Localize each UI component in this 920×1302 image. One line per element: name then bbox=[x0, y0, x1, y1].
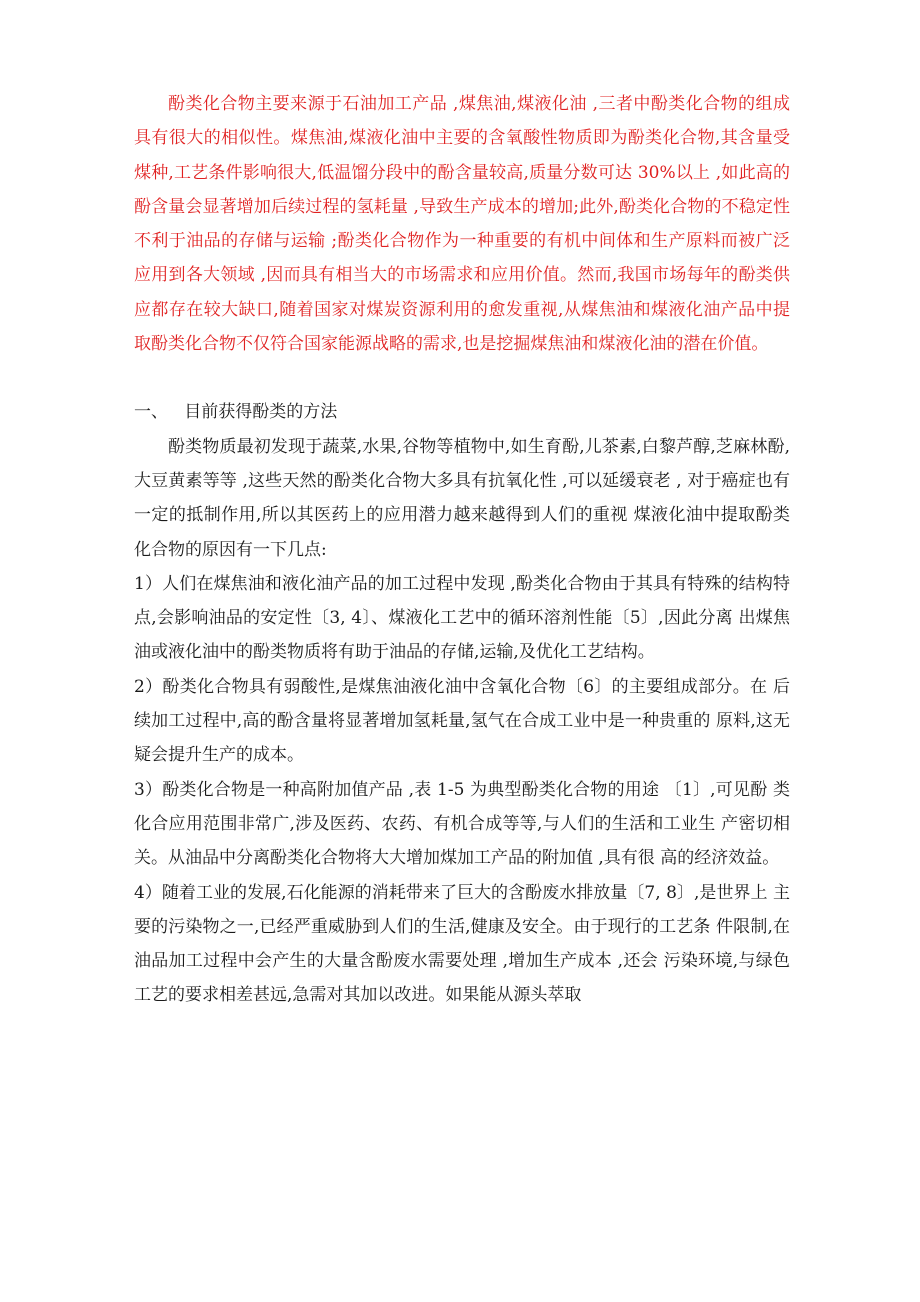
point-1: 1）人们在煤焦油和液化油产品的加工过程中发现 ,酚类化合物由于其具有特殊的结构特点,会影响油品的安定性〔3, 4〕、煤液化工艺中的循环溶剂性能〔5〕,因此分离 出煤焦油或液化油中的酚类物质将有助于油品的存储,运输,及优化工艺结构。 bbox=[134, 573, 790, 663]
point-2: 2）酚类化合物具有弱酸性,是煤焦油液化油中含氧化合物〔6〕的主要组成部分。在 后续加工过程中,高的酚含量将显著增加氢耗量,氢气在合成工业中是一种贵重的 原料,这无疑会提升生产的成本。 bbox=[134, 676, 790, 766]
intro-paragraph: 酚类化合物主要来源于石油加工产品 ,煤焦油,煤液化油 ,三者中酚类化合物的组成具有很大的相似性。煤焦油,煤液化油中主要的含氧酸性物质即为酚类化合物,其含量受煤种,工艺条件影响很大,低温馏分段中的酚含量较高,质量分数可达 30%以上 ,如此高的酚含量会显著增加后续过程的氢耗量 ,导致生产成本的增加;此外,酚类化合物的不稳定性不利于油品的存储与运输 ;酚类化合物作为一种重要的有机中间体和生产原料而被广泛应用到各大领域 ,因而具有相当大的市场需求和应用价值。然而,我国市场每年的酚类供应都存在较大缺口,随着国家对煤炭资源利用的愈发重视,从煤焦油和煤液化油产品中提取酚类化合物不仅符合国家能源战略的需求,也是挖掘煤焦油和煤液化油的潜在价值。 bbox=[134, 94, 790, 355]
point-4: 4）随着工业的发展,石化能源的消耗带来了巨大的含酚废水排放量〔7, 8〕,是世界上 主要的污染物之一,已经严重威胁到人们的生活,健康及安全。由于现行的工艺条 件限制,在油品加工过程中会产生的大量含酚废水需要处理 ,增加生产成本 ,还会 污染环境,与绿色工艺的要求相差甚远,急需对其加以改进。如果能从源头萃取 bbox=[134, 882, 790, 1006]
document-body bbox=[134, 87, 790, 1013]
section-paragraph: 酚类物质最初发现于蔬菜,水果,谷物等植物中,如生育酚,儿茶素,白黎芦醇,芝麻林酚,大豆黄素等等 ,这些天然的酚类化合物大多具有抗氧化性 ,可以延缓衰老 , 对于癌症也有一定的抵制作用,所以其医药上的应用潜力越来越得到人们的重视 煤液化油中提取酚类化合物的原因有一下几点: bbox=[134, 436, 790, 560]
section-heading: 一、 目前获得酚类的方法 bbox=[134, 402, 338, 423]
point-3: 3）酚类化合物是一种高附加值产品 ,表 1-5 为典型酚类化合物的用途 〔1〕,可见酚 类化合应用范围非常广,涉及医药、农药、有机合成等等,与人们的生活和工业生 产密切相关。从油品中分离酚类化合物将大大增加煤加工产品的附加值 ,具有很 高的经济效益。 bbox=[134, 779, 790, 869]
